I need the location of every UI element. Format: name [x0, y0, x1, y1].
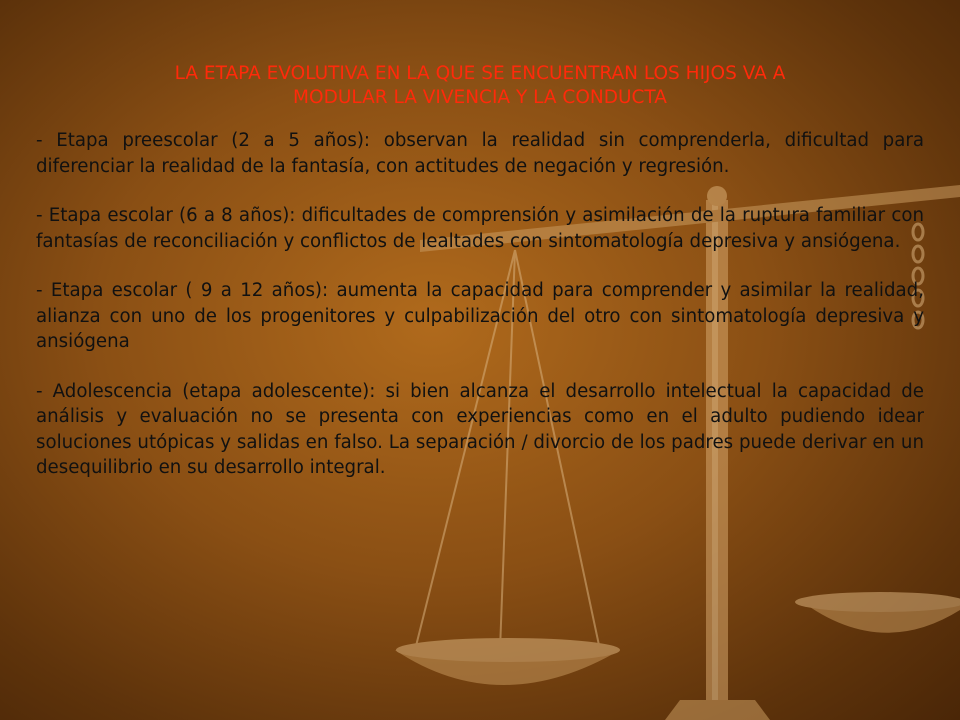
title-line-2: MODULAR LA VIVENCIA Y LA CONDUCTA: [293, 87, 667, 108]
slide-title: [36, 62, 924, 110]
paragraph-escolar-9-12: - Etapa escolar ( 9 a 12 años): aumenta la capacidad para comprender y asimilar la realidad, alianza con uno de los progenitores y culpabilización del otro con sintomatología depresiva y ansiógena: [36, 280, 924, 352]
paragraph-preescolar: - Etapa preescolar (2 a 5 años): observan la realidad sin comprenderla, dificultad para diferenciar la realidad de la fantasía, con actitudes de negación y regresión.: [36, 130, 924, 177]
slide-content: [36, 62, 924, 505]
title-line-1: LA ETAPA EVOLUTIVA EN LA QUE SE ENCUENTRAN LOS HIJOS VA A: [174, 63, 786, 84]
paragraph-escolar-6-8: - Etapa escolar (6 a 8 años): dificultades de comprensión y asimilación de la ruptura familiar con fantasías de reconciliación y conflictos de lealtades con sintomatología depresiva y ansiógena.: [36, 205, 924, 252]
paragraph-adolescencia: - Adolescencia (etapa adolescente): si bien alcanza el desarrollo intelectual la capacidad de análisis y evaluación no se presenta con experiencias como en el adulto pudiendo idear soluciones utópicas y salidas en falso. La separación / divorcio de los padres puede derivar en un desequilibrio en su desarrollo integral.: [36, 380, 924, 478]
